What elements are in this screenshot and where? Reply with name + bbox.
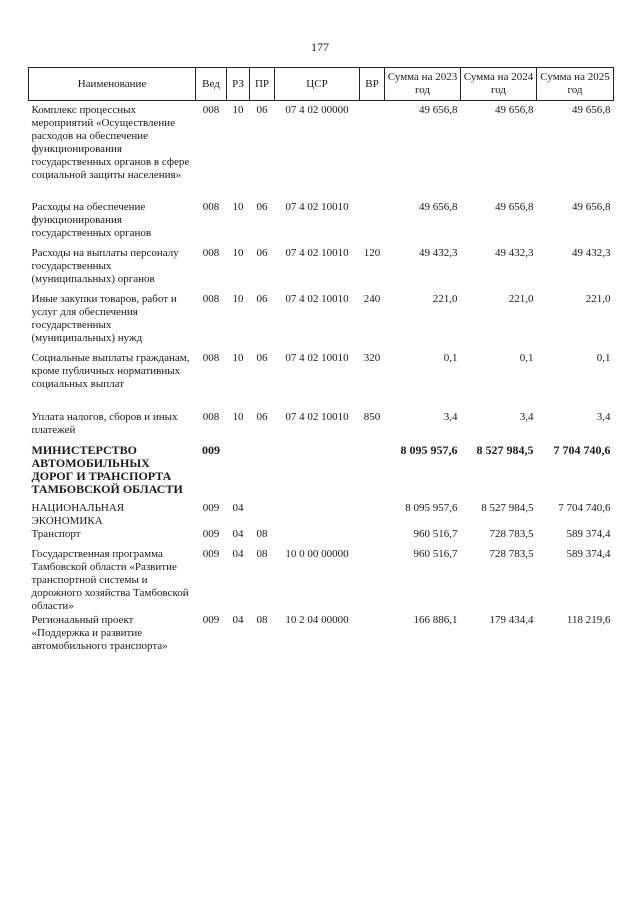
cell-rz: 04 xyxy=(232,527,244,540)
cell-csr xyxy=(275,502,360,528)
cell-ved: 009 xyxy=(202,547,220,560)
cell-s2023: 960 516,7 xyxy=(413,547,458,560)
cell-vr: 240 xyxy=(363,292,381,305)
cell-pr: 06 xyxy=(256,292,268,305)
column-header: ЦСР xyxy=(275,68,360,101)
cell-pr: 08 xyxy=(256,527,268,540)
cell-s2023: 960 516,7 xyxy=(413,527,458,540)
table-row xyxy=(29,528,614,548)
table-row xyxy=(29,614,614,658)
table-row xyxy=(29,502,614,528)
cell-rz: 10 xyxy=(232,200,244,213)
cell-s2025: 49 432,3 xyxy=(572,246,611,259)
cell-s2024: 49 432,3 xyxy=(495,246,534,259)
cell-csr: 10 2 04 00000 xyxy=(285,613,349,626)
cell-s2024: 3,4 xyxy=(519,410,534,423)
cell-vr: 120 xyxy=(363,246,381,259)
cell-rz: 04 xyxy=(232,613,244,626)
cell-ved: 008 xyxy=(202,410,220,423)
cell-pr: 08 xyxy=(256,613,268,626)
cell-rz: 04 xyxy=(232,501,244,514)
cell-csr xyxy=(275,444,360,502)
cell-ved: 009 xyxy=(202,501,220,514)
cell-s2025: 7 704 740,6 xyxy=(558,501,611,514)
cell-vr xyxy=(360,614,385,658)
cell-vr xyxy=(360,528,385,548)
column-header: Наименование xyxy=(29,68,196,101)
cell-pr: 06 xyxy=(256,351,268,364)
cell-s2024: 728 783,5 xyxy=(489,527,534,540)
cell-ved: 008 xyxy=(202,246,220,259)
cell-s2025: 3,4 xyxy=(596,410,611,423)
cell-s2024: 0,1 xyxy=(519,351,534,364)
cell-csr: 07 4 02 10010 xyxy=(285,200,349,213)
cell-csr: 07 4 02 10010 xyxy=(285,410,349,423)
cell-s2025: 589 374,4 xyxy=(566,527,611,540)
cell-name: Социальные выплаты гражданам, кроме публичных нормативных социальных выплат xyxy=(31,351,190,390)
cell-csr: 07 4 02 10010 xyxy=(285,292,349,305)
table-body xyxy=(29,101,614,658)
cell-ved: 008 xyxy=(202,104,220,116)
cell-rz: 10 xyxy=(232,410,244,423)
cell-name: Региональный проект «Поддержка и развитие автомобильного транспорта» xyxy=(31,613,168,652)
cell-rz: 04 xyxy=(232,547,244,560)
cell-rz: 10 xyxy=(232,104,244,116)
cell-s2023: 49 432,3 xyxy=(419,246,458,259)
cell-rz: 10 xyxy=(232,246,244,259)
cell-pr: 06 xyxy=(256,200,268,213)
cell-s2025: 49 656,8 xyxy=(572,104,611,116)
column-header: Сумма на 2024 год xyxy=(461,68,537,101)
cell-s2025: 589 374,4 xyxy=(566,547,611,560)
cell-s2024: 179 434,4 xyxy=(489,613,534,626)
cell-s2024: 728 783,5 xyxy=(489,547,534,560)
cell-ved: 009 xyxy=(202,613,220,626)
cell-name: Расходы на обеспечение функционирования государственных органов xyxy=(31,200,152,239)
cell-rz xyxy=(227,444,250,502)
cell-s2024: 49 656,8 xyxy=(495,200,534,213)
cell-vr xyxy=(360,201,385,247)
cell-s2023: 0,1 xyxy=(443,351,458,364)
cell-name: Иные закупки товаров, работ и услуг для обеспечения государственных (муниципальных) нужд xyxy=(31,292,177,344)
cell-vr xyxy=(360,444,385,502)
table-row xyxy=(29,101,614,201)
cell-s2024: 8 527 984,5 xyxy=(476,442,534,457)
table-row xyxy=(29,247,614,293)
cell-rz: 10 xyxy=(232,292,244,305)
table-row xyxy=(29,548,614,614)
table-row xyxy=(29,201,614,247)
budget-table xyxy=(28,67,614,658)
cell-s2025: 221,0 xyxy=(585,292,611,305)
column-header: Сумма на 2025 год xyxy=(537,68,614,101)
cell-name: Государственная программа Тамбовской области «Развитие транспортной системы и дорожного хозяйства Тамбовской области» xyxy=(31,547,189,612)
cell-pr: 06 xyxy=(256,410,268,423)
cell-pr xyxy=(250,502,275,528)
column-header: Сумма на 2023 год xyxy=(385,68,461,101)
cell-ved: 009 xyxy=(202,442,220,457)
cell-pr: 08 xyxy=(256,547,268,560)
page-number: 177 xyxy=(311,40,329,54)
cell-csr: 07 4 02 10010 xyxy=(285,351,349,364)
cell-ved: 009 xyxy=(202,527,220,540)
cell-s2025: 118 219,6 xyxy=(566,613,611,626)
cell-name: МИНИСТЕРСТВО АВТОМОБИЛЬНЫХ ДОРОГ И ТРАНСПОРТА ТАМБОВСКОЙ ОБЛАСТИ xyxy=(31,442,183,496)
cell-vr xyxy=(360,101,385,201)
cell-name: НАЦИОНАЛЬНАЯ ЭКОНОМИКА xyxy=(31,501,125,527)
cell-csr: 07 4 02 10010 xyxy=(285,246,349,259)
cell-name: Уплата налогов, сборов и иных платежей xyxy=(31,410,178,436)
table-row xyxy=(29,411,614,444)
cell-s2023: 3,4 xyxy=(443,410,458,423)
cell-s2024: 8 527 984,5 xyxy=(481,501,534,514)
cell-s2025: 0,1 xyxy=(596,351,611,364)
cell-s2025: 49 656,8 xyxy=(572,200,611,213)
table-row xyxy=(29,352,614,411)
cell-vr: 320 xyxy=(363,351,381,364)
cell-ved: 008 xyxy=(202,292,220,305)
cell-s2023: 49 656,8 xyxy=(419,104,458,116)
table-header xyxy=(29,68,614,101)
cell-pr: 06 xyxy=(256,246,268,259)
column-header: РЗ xyxy=(227,68,250,101)
cell-pr xyxy=(250,444,275,502)
table-row xyxy=(29,444,614,502)
cell-s2023: 49 656,8 xyxy=(419,200,458,213)
cell-rz: 10 xyxy=(232,351,244,364)
cell-s2024: 221,0 xyxy=(508,292,534,305)
cell-csr xyxy=(275,528,360,548)
cell-csr: 10 0 00 00000 xyxy=(285,547,349,560)
cell-name: Расходы на выплаты персоналу государственных (муниципальных) органов xyxy=(31,246,179,285)
cell-name: Комплекс процессных мероприятий «Осуществление расходов на обеспечение функционирования государственных органов в сфере социальной защиты населения» xyxy=(31,104,190,181)
column-header: ПР xyxy=(250,68,275,101)
cell-pr: 06 xyxy=(256,104,268,116)
cell-s2023: 166 886,1 xyxy=(413,613,458,626)
cell-ved: 008 xyxy=(202,351,220,364)
cell-s2023: 8 095 957,6 xyxy=(405,501,458,514)
cell-s2024: 49 656,8 xyxy=(495,104,534,116)
column-header: Вед xyxy=(196,68,227,101)
cell-s2025: 7 704 740,6 xyxy=(553,442,611,457)
cell-vr xyxy=(360,548,385,614)
cell-ved: 008 xyxy=(202,200,220,213)
cell-name: Транспорт xyxy=(31,527,81,540)
cell-vr xyxy=(360,502,385,528)
cell-s2023: 221,0 xyxy=(432,292,458,305)
cell-vr: 850 xyxy=(363,410,381,423)
cell-s2023: 8 095 957,6 xyxy=(400,442,458,457)
column-header: ВР xyxy=(360,68,385,101)
table-row xyxy=(29,293,614,352)
cell-csr: 07 4 02 00000 xyxy=(285,104,349,116)
